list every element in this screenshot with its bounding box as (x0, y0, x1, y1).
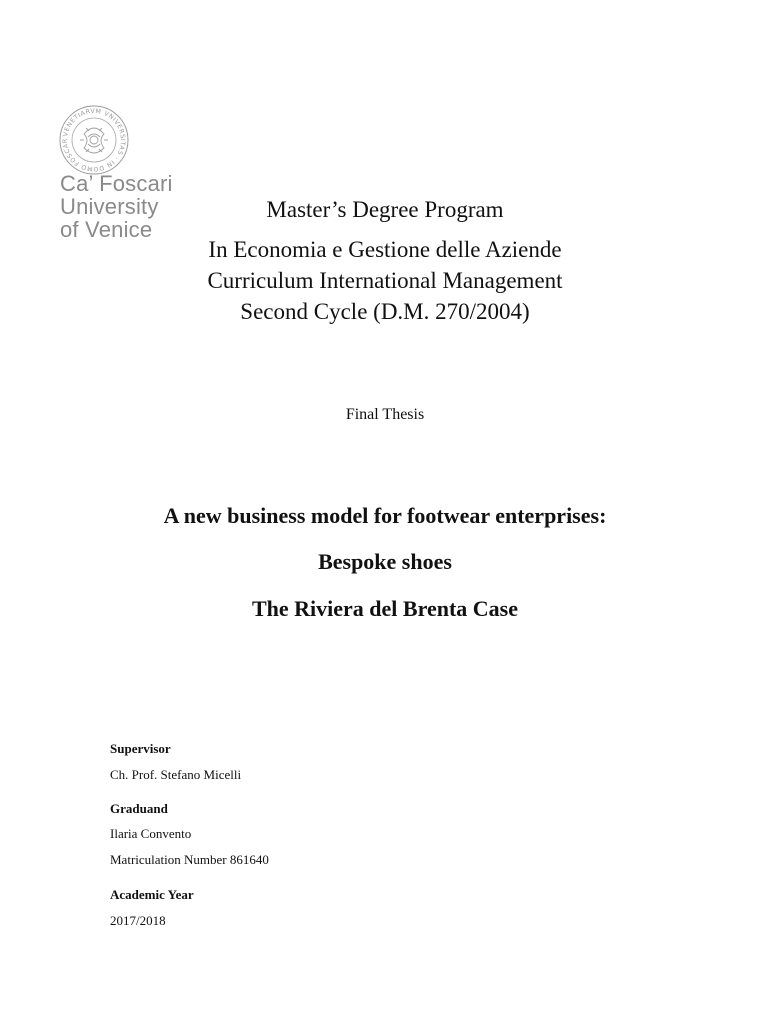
wordmark-line-3: of Venice (60, 217, 153, 242)
academic-year-value: 2017/2018 (110, 913, 166, 928)
final-thesis-label: Final Thesis (345, 406, 425, 423)
wordmark-line-2: University (60, 194, 159, 219)
university-seal-icon (58, 104, 130, 176)
graduand-label: Graduand (110, 801, 168, 816)
matriculation-number: Matriculation Number 861640 (110, 852, 269, 867)
program-title: Master’s Degree Program (266, 197, 504, 222)
supervisor-label: Supervisor (110, 741, 171, 756)
wordmark-line-1: Ca’ Foscari (60, 171, 173, 196)
thesis-subtitle: Bespoke shoes (318, 549, 452, 574)
program-cycle: Second Cycle (D.M. 270/2004) (240, 299, 530, 324)
program-name: In Economia e Gestione delle Aziende (208, 237, 562, 262)
program-curriculum: Curriculum International Management (207, 268, 563, 293)
thesis-title: A new business model for footwear enterprises: (163, 503, 607, 528)
supervisor-name: Ch. Prof. Stefano Micelli (110, 767, 242, 782)
graduand-name: Ilaria Convento (110, 826, 192, 841)
svg-text:VENETIARVM VNIVERSITAS · IN DO: VENETIARVM VNIVERSITAS · IN DOMO FOSCAR (61, 107, 127, 173)
thesis-case-title: The Riviera del Brenta Case (251, 596, 518, 621)
academic-year-label: Academic Year (110, 887, 194, 902)
